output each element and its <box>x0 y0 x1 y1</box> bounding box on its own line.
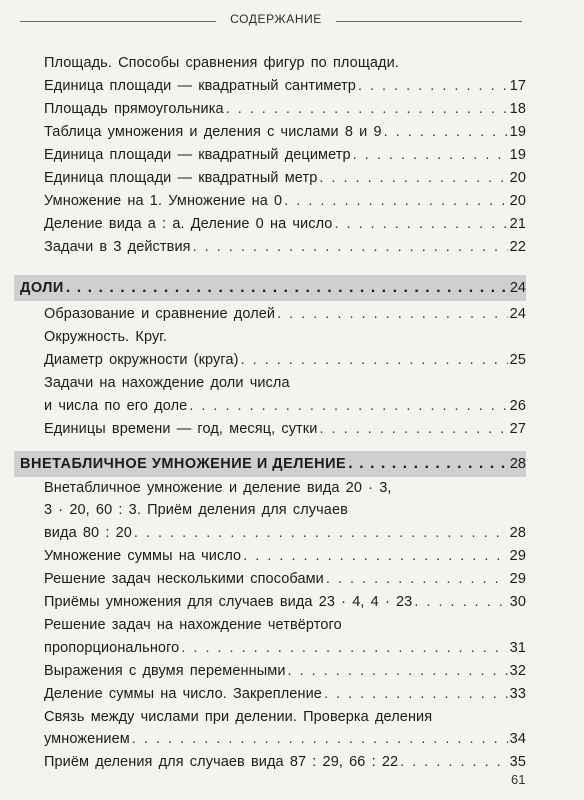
page-header <box>0 10 584 32</box>
bleed-through-decoration <box>524 40 584 780</box>
leader-dots <box>319 167 507 191</box>
toc-entry[interactable]: Единица площади — квадратный метр . . . 20 <box>44 167 526 191</box>
page-ref: 24 <box>509 280 526 296</box>
leader-dots <box>319 418 507 442</box>
leader-dots <box>181 637 507 661</box>
page-ref: 25 <box>509 352 526 368</box>
leader-dots <box>277 303 508 327</box>
leader-dots <box>226 98 508 122</box>
toc-entry[interactable]: Деление вида а : а. Деление 0 на число . . . 21 <box>44 213 526 237</box>
leader-dots <box>189 395 507 419</box>
toc-entry-continued[interactable]: умножением . . . 34 <box>44 728 526 752</box>
leader-dots <box>241 349 508 373</box>
page-ref: 19 <box>509 147 526 163</box>
leader-dots <box>384 121 508 145</box>
page-ref: 20 <box>509 170 526 186</box>
page-ref: 28 <box>509 525 526 541</box>
toc-entry-continued[interactable]: вида 80 : 20 . . . 28 <box>44 522 526 546</box>
page-ref: 17 <box>509 78 526 94</box>
section-heading-vnetablichnoe[interactable]: ВНЕТАБЛИЧНОЕ УМНОЖЕНИЕ И ДЕЛЕНИЕ . . . 28 <box>14 451 526 477</box>
toc-entry[interactable]: Внетабличное умножение и деление вида 20 · 3, <box>44 480 392 496</box>
toc-entry[interactable]: Задачи на нахождение доли числа <box>44 375 290 391</box>
toc-entry-continued[interactable]: 3 · 20, 60 : 3. Приём деления для случаев <box>44 502 348 518</box>
page-ref: 26 <box>509 398 526 414</box>
toc-entry[interactable]: Решение задач на нахождение четвёртого <box>44 617 342 633</box>
header-rule-left <box>20 21 216 22</box>
leader-dots <box>334 213 507 237</box>
leader-dots <box>193 236 508 260</box>
leader-dots <box>358 75 508 99</box>
toc-entry[interactable]: Умножение на 1. Умножение на 0 . . . 20 <box>44 190 526 214</box>
toc-entry-continued[interactable]: пропорционального . . . 31 <box>44 637 526 661</box>
section-heading-doli[interactable]: ДОЛИ . . . 24 <box>14 275 526 301</box>
page-ref: 33 <box>509 686 526 702</box>
page-number: 61 <box>511 772 526 787</box>
leader-dots <box>134 522 508 546</box>
toc-entry[interactable]: Образование и сравнение долей . . . 24 <box>44 303 526 327</box>
toc-entry[interactable]: Умножение суммы на число . . . 29 <box>44 545 526 569</box>
leader-dots <box>66 275 508 301</box>
page-ref: 29 <box>509 571 526 587</box>
page-ref: 19 <box>509 124 526 140</box>
leader-dots <box>348 451 508 477</box>
toc-entry[interactable]: Деление суммы на число. Закрепление . . . 33 <box>44 683 526 707</box>
leader-dots <box>243 545 507 569</box>
leader-dots <box>132 728 508 752</box>
page-ref: 29 <box>509 548 526 564</box>
page-ref: 20 <box>509 193 526 209</box>
leader-dots <box>400 751 507 775</box>
page-ref: 18 <box>509 101 526 117</box>
page-ref: 35 <box>509 754 526 770</box>
header-rule-right <box>336 21 522 22</box>
toc-entry[interactable]: Единица площади — квадратный дециметр . . . 19 <box>44 144 526 168</box>
page-ref: 27 <box>509 421 526 437</box>
page-ref: 32 <box>509 663 526 679</box>
toc-entry[interactable]: Решение задач несколькими способами . . . 29 <box>44 568 526 592</box>
toc-entry[interactable]: Единицы времени — год, месяц, сутки . . . 27 <box>44 418 526 442</box>
page-ref: 30 <box>509 594 526 610</box>
toc-entry[interactable]: Площадь. Способы сравнения фигур по площади. <box>44 55 399 71</box>
page-ref: 24 <box>509 306 526 322</box>
toc-entry[interactable]: Приём деления для случаев вида 87 : 29, 66 : 22 . . . 35 <box>44 751 526 775</box>
leader-dots <box>414 591 507 615</box>
toc-entry[interactable]: Единица площади — квадратный сантиметр . . . 17 <box>44 75 526 99</box>
toc-entry[interactable]: Окружность. Круг. <box>44 329 168 345</box>
page-ref: 31 <box>509 640 526 656</box>
leader-dots <box>326 568 508 592</box>
page-ref: 21 <box>509 216 526 232</box>
leader-dots <box>284 190 507 214</box>
page-title: СОДЕРЖАНИЕ <box>230 12 322 26</box>
toc-entry[interactable]: Приёмы умножения для случаев вида 23 · 4, 4 · 23 . . . 30 <box>44 591 526 615</box>
leader-dots <box>353 144 508 168</box>
page-ref: 34 <box>509 731 526 747</box>
toc-entry[interactable]: Связь между числами при делении. Проверка деления <box>44 709 433 725</box>
toc-entry[interactable]: и числа по его доле . . . 26 <box>44 395 526 419</box>
toc-entry[interactable]: Задачи в 3 действия . . . 22 <box>44 236 526 260</box>
page-ref: 28 <box>509 456 526 472</box>
leader-dots <box>288 660 508 684</box>
toc-entry[interactable]: Выражения с двумя переменными . . . 32 <box>44 660 526 684</box>
page-ref: 22 <box>509 239 526 255</box>
toc-entry[interactable]: Диаметр окружности (круга) . . . 25 <box>44 349 526 373</box>
toc-entry[interactable]: Площадь прямоугольника . . . 18 <box>44 98 526 122</box>
leader-dots <box>324 683 508 707</box>
toc-entry[interactable]: Таблица умножения и деления с числами 8 и 9 . . . 19 <box>44 121 526 145</box>
